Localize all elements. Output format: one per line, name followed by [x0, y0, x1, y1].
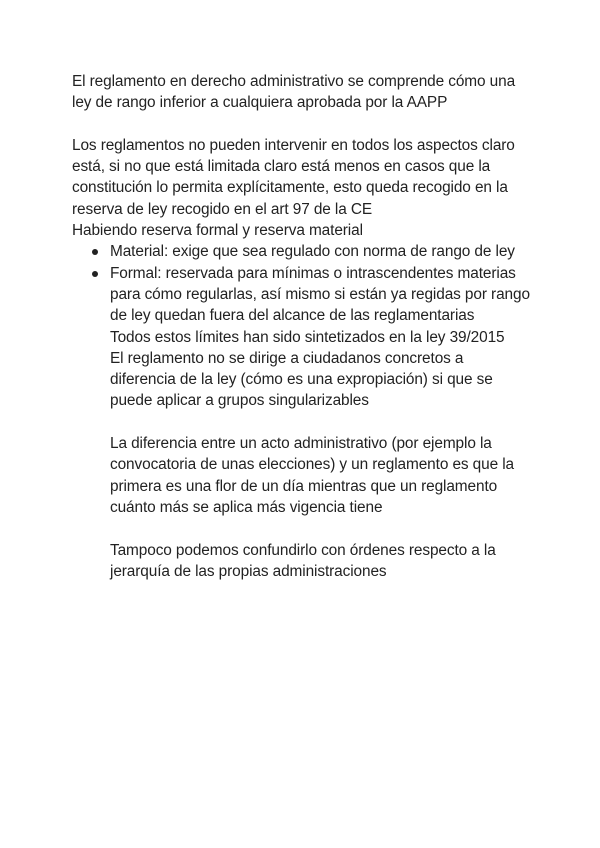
continuation-limits-law: Todos estos límites han sido sintetizados en la ley 39/2015	[110, 328, 505, 346]
reserve-intro: Habiendo reserva formal y reserva material	[72, 222, 363, 240]
list-item	[110, 263, 532, 582]
bullet-text-formal: Formal: reservada para mínimas o intrascendentes materias para cómo regularlas, así mismo si están ya regidas por rango de ley quedan fuera del alcance de las reglamentarias	[110, 264, 530, 325]
reserve-type-list	[72, 241, 532, 582]
bullet-text-material: Material: exige que sea regulado con norma de rango de ley	[110, 243, 515, 261]
paragraph-spacer	[72, 114, 532, 135]
paragraph-spacer	[110, 412, 532, 433]
continuation-orders: Tampoco podemos confundirlo con órdenes respecto a la jerarquía de las propias administraciones	[110, 541, 496, 580]
bullet-icon	[92, 271, 98, 277]
continuation-not-citizens: El reglamento no se dirige a ciudadanos concretos a diferencia de la ley (cómo es una expropiación) si que se puede aplicar a grupos singularizables	[110, 349, 493, 410]
limits-paragraph: Los reglamentos no pueden intervenir en todos los aspectos claro está, si no que está limitada claro está menos en casos que la constitución lo permita explícitamente, esto queda recogido en la reserva de ley recogido en el art 97 de la CE	[72, 136, 515, 218]
intro-paragraph: El reglamento en derecho administrativo se comprende cómo una ley de rango inferior a cualquiera aprobada por la AAPP	[72, 73, 516, 112]
paragraph-spacer	[110, 518, 532, 539]
document-body	[72, 71, 532, 582]
continuation-admin-act: La diferencia entre un acto administrativo (por ejemplo la convocatoria de unas elecciones) y un reglamento es que la primera es una flor de un día mientras que un reglamento cuánto más se aplica más vigencia tiene	[110, 435, 515, 516]
bullet-icon	[92, 249, 98, 255]
list-item	[110, 241, 532, 262]
